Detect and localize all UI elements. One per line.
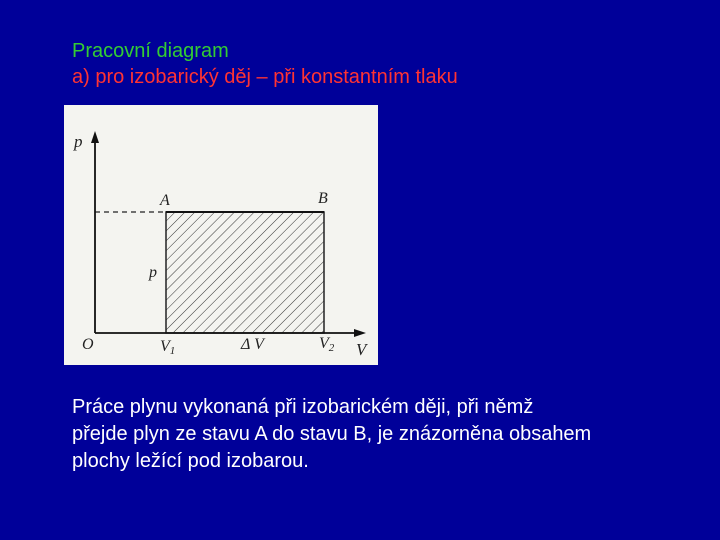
axis-y-label: p <box>74 132 83 151</box>
caption <box>72 394 712 475</box>
caption-line-2: přejde plyn ze stavu A do stavu B, je znázorněna obsahem <box>72 423 592 445</box>
work-area <box>166 212 324 333</box>
caption-line-3: plochy ležící pod izobarou. <box>72 450 309 472</box>
pv-diagram-svg <box>64 105 378 365</box>
pressure-label: p <box>149 264 157 281</box>
pv-diagram <box>64 105 378 365</box>
slide-title: Pracovní diagram <box>72 40 229 62</box>
delta-v-label: Δ V <box>241 336 264 353</box>
caption-line-1: Práce plynu vykonaná při izobarickém ději, při němž <box>72 396 534 418</box>
slide-subtitle: a) pro izobarický děj – při konstantním tlaku <box>72 66 458 88</box>
v1-label: V1 <box>160 338 176 357</box>
y-axis-arrow <box>91 131 99 143</box>
x-axis-arrow <box>354 329 366 337</box>
point-a-label: A <box>160 192 170 209</box>
slide-title-block <box>72 38 458 90</box>
v2-label: V2 <box>319 335 335 354</box>
origin-label: O <box>82 336 94 353</box>
axis-x-label: V <box>356 340 367 359</box>
point-b-label: B <box>318 190 328 207</box>
